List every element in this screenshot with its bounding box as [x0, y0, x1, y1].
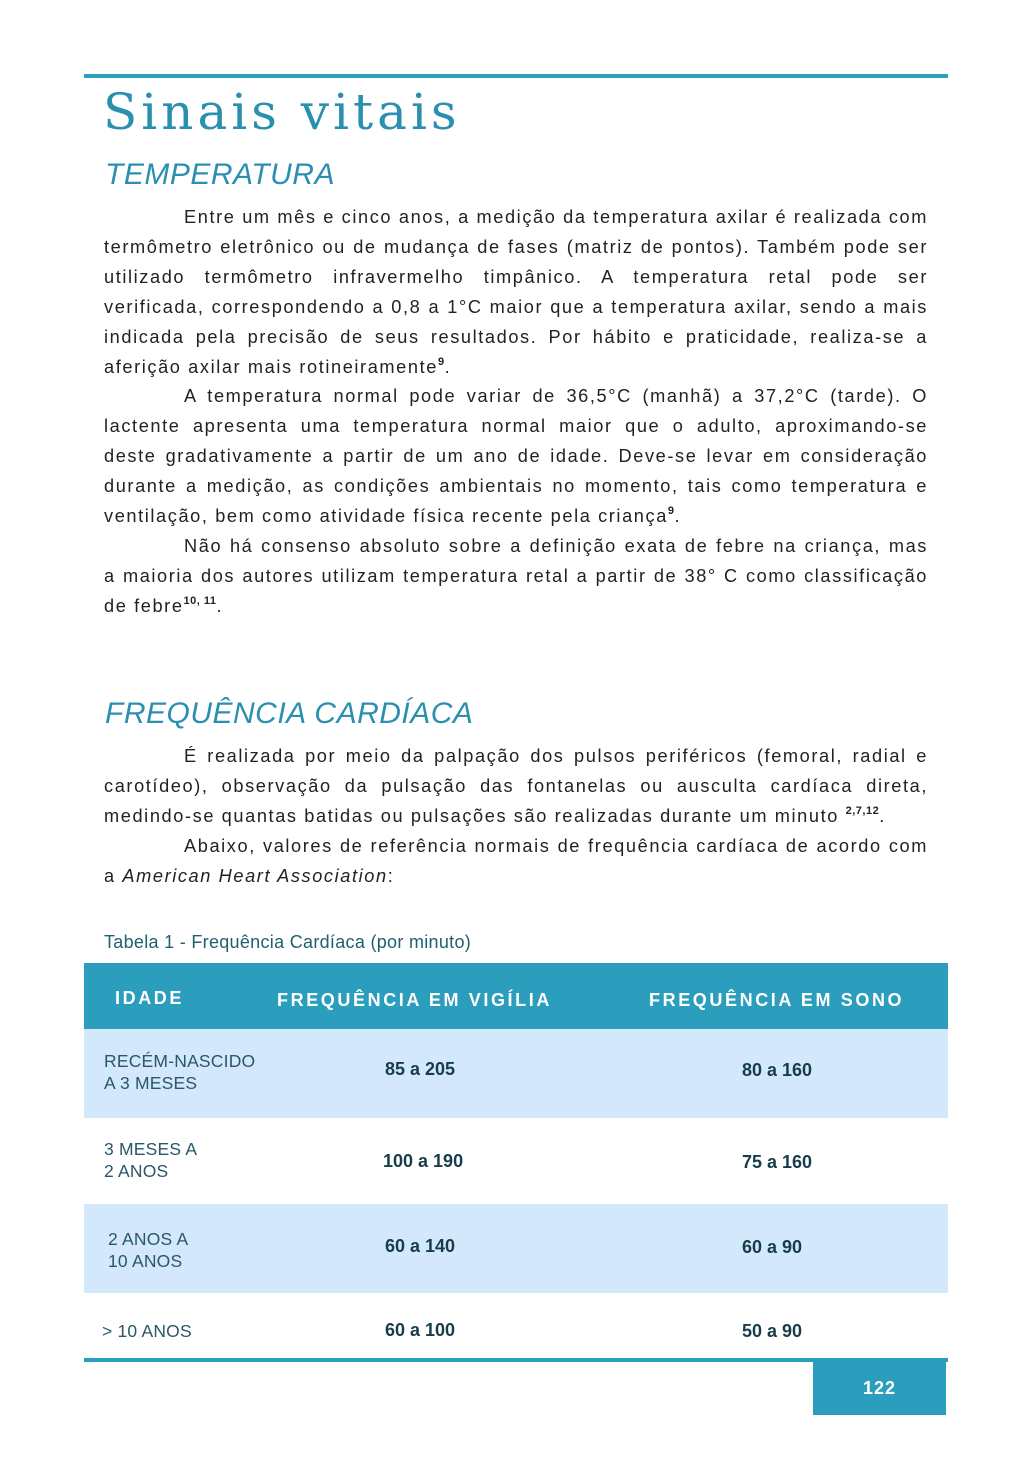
- page-title: Sinais vitais: [103, 83, 461, 141]
- cell-age: RECÉM-NASCIDO A 3 MESES: [104, 1051, 256, 1093]
- cell-age: 3 MESES A 2 ANOS: [104, 1139, 198, 1181]
- organization-name: American Heart Association: [122, 865, 388, 886]
- reference-marker: 9: [667, 505, 675, 518]
- table-row: [84, 1204, 948, 1293]
- heart-rate-table: [84, 963, 948, 1359]
- cell-awake: 60 a 140: [385, 1236, 456, 1256]
- section-heading-temperatura: TEMPERATURA: [105, 158, 335, 191]
- cell-age: 2 ANOS A 10 ANOS: [108, 1229, 189, 1271]
- paragraph: É realizada por meio da palpação dos pulsos periféricos (femoral, radial e carotídeo), observação da pulsação das fontanelas ou ausculta cardíaca direta, medindo-se quantas batidas ou pulsações são realizadas durante um minuto $^{2,7,12}$.: [104, 746, 928, 826]
- table-row: [84, 1118, 948, 1204]
- table-row: [84, 1029, 948, 1118]
- cell-age: > 10 ANOS: [102, 1321, 192, 1341]
- table-caption: Tabela 1 - Frequência Cardíaca (por minuto): [104, 932, 472, 952]
- paragraph: Entre um mês e cinco anos, a medição da temperatura axilar é realizada com termômetro eletrônico ou de mudança de fases (matriz de pontos). Também pode ser utilizado termômetro infravermelho timpânico. A temperatura retal pode ser verificada, correspondendo a 0,8 a 1°C maior que a temperatura axilar, sendo a mais indicada pela precisão de seus resultados. Por hábito e praticidade, realiza-se a aferição axilar mais rotineiramente$^9$.: [104, 207, 928, 377]
- cell-awake: 60 a 100: [385, 1320, 456, 1340]
- column-header-age: IDADE: [115, 988, 185, 1008]
- reference-marker: 9: [437, 355, 445, 368]
- top-divider: [84, 74, 948, 78]
- column-header-awake: FREQUÊNCIA EM VIGÍLIA: [277, 990, 552, 1010]
- section-heading-frequencia-cardiaca: FREQUÊNCIA CARDÍACA: [105, 697, 474, 730]
- column-header-asleep: FREQUÊNCIA EM SONO: [649, 990, 905, 1010]
- frequencia-body: [104, 742, 928, 892]
- table-row: [84, 1293, 948, 1359]
- table-header: [84, 963, 948, 1029]
- temperatura-body: [104, 203, 928, 622]
- cell-asleep: 60 a 90: [742, 1237, 803, 1257]
- reference-marker: 10, 11: [183, 594, 217, 607]
- reference-marker: 2,7,12: [845, 804, 880, 817]
- cell-asleep: 50 a 90: [742, 1321, 803, 1341]
- cell-awake: 85 a 205: [385, 1059, 456, 1079]
- cell-awake: 100 a 190: [383, 1151, 464, 1171]
- cell-asleep: 75 a 160: [742, 1152, 813, 1172]
- paragraph: A temperatura normal pode variar de 36,5°C (manhã) a 37,2°C (tarde). O lactente apresenta uma temperatura normal maior que o adulto, aproximando-se deste gradativamente a partir de um ano de idade. Deve-se levar em consideração durante a medição, as condições ambientais no momento, tais como temperatura e ventilação, bem como atividade física recente pela criança$^9$.: [104, 386, 928, 527]
- paragraph: Não há consenso absoluto sobre a definição exata de febre na criança, mas a maioria dos autores utilizam temperatura retal a partir de 38° C como classificação de febre$^{10, 11}$.: [104, 535, 928, 616]
- cell-asleep: 80 a 160: [742, 1060, 813, 1080]
- paragraph: Abaixo, valores de referência normais de frequência cardíaca de acordo com a American Heart Association:: [104, 835, 928, 886]
- page-number: 122: [862, 1378, 897, 1398]
- page-number-badge: [813, 1362, 946, 1415]
